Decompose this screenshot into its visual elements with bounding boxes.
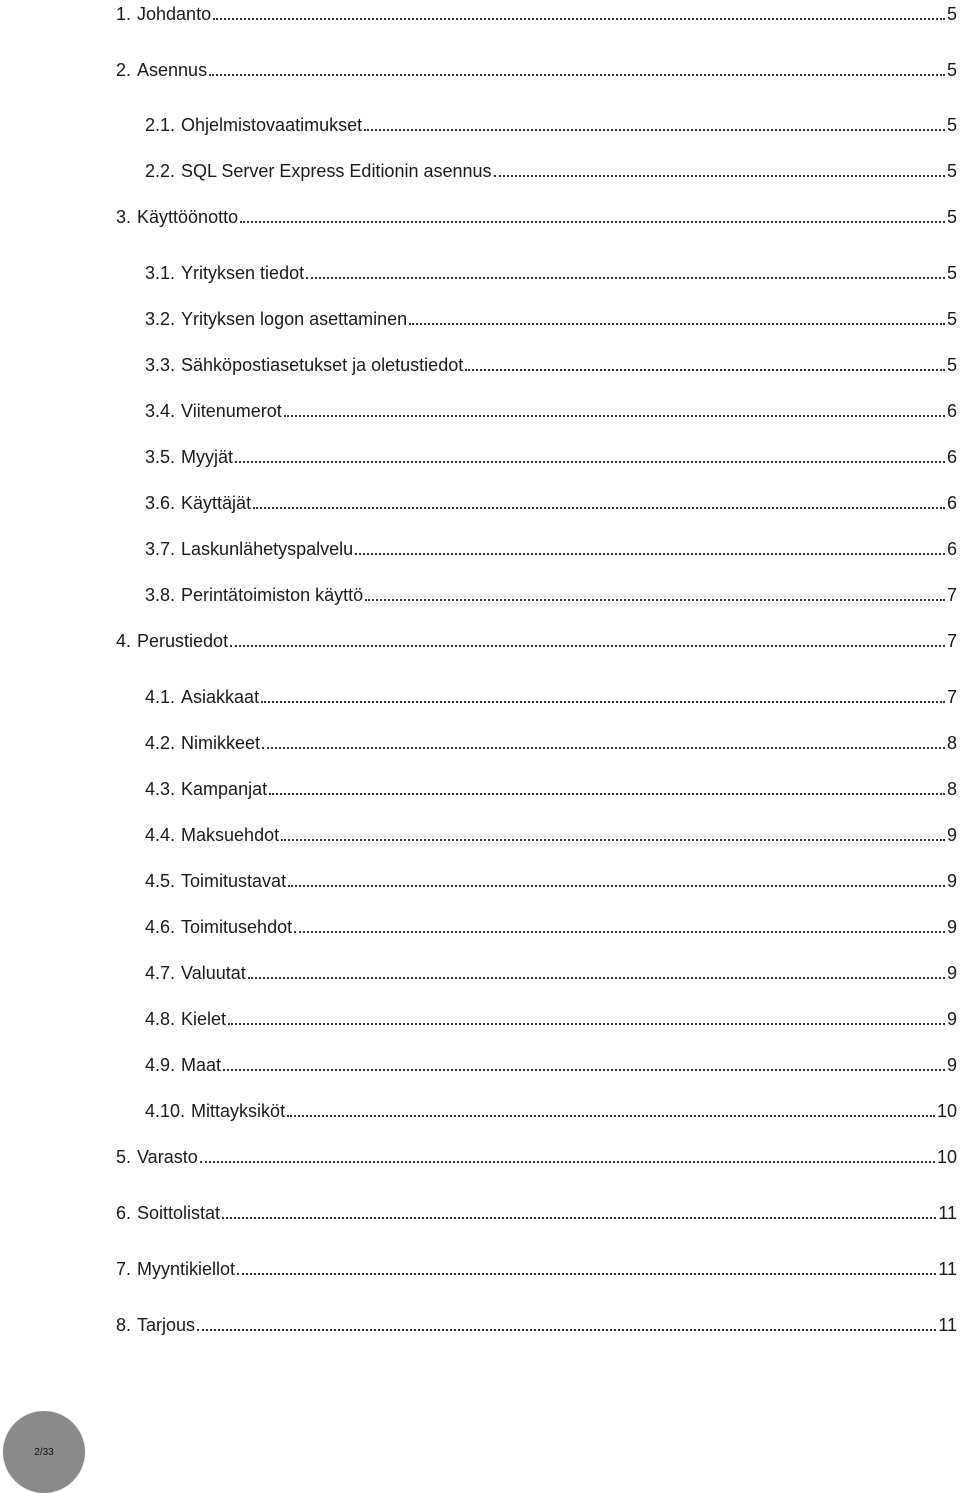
toc-entry-page-number: 5: [946, 60, 957, 80]
toc-entry[interactable]: [145, 157, 957, 181]
toc-entry-page-number: 8: [946, 779, 957, 799]
toc-dot-leader: [230, 645, 945, 647]
page-number-badge: [3, 1411, 85, 1493]
toc-entry-number: 3.6.: [145, 493, 176, 513]
toc-entry-page-number: 10: [936, 1147, 957, 1167]
toc-entry-number: 2.: [116, 60, 132, 80]
toc-dot-leader: [213, 18, 945, 20]
toc-entry-title: Viitenumerot: [181, 401, 282, 421]
toc-entry-title: Kielet: [181, 1009, 227, 1029]
toc-entry-number: 5.: [116, 1147, 132, 1167]
toc-entry-number: 3.7.: [145, 539, 176, 559]
toc-entry-title: Kampanjat: [181, 779, 268, 799]
toc-entry-page-number: 10: [936, 1101, 957, 1121]
toc-entry-page-number: 9: [946, 1055, 957, 1075]
toc-entry-number: 3.8.: [145, 585, 176, 605]
toc-entry-title: Toimitustavat: [181, 871, 287, 891]
toc-entry[interactable]: [145, 821, 957, 845]
toc-entry-title: Asiakkaat: [181, 687, 260, 707]
page-number-label: 2/33: [34, 1446, 54, 1458]
toc-entry[interactable]: [145, 959, 957, 983]
toc-entry-page-number: 7: [946, 631, 957, 651]
toc-entry-page-number: 9: [946, 917, 957, 937]
toc-entry-page-number: 5: [946, 4, 957, 24]
toc-dot-leader: [355, 553, 945, 555]
toc-dot-leader: [294, 931, 945, 933]
toc-entry-page-number: 8: [946, 733, 957, 753]
toc-entry-title: Asennus: [137, 60, 208, 80]
toc-entry-number: 3.2.: [145, 309, 176, 329]
toc-entry[interactable]: [116, 56, 957, 80]
toc-entry-page-number: 5: [946, 161, 957, 181]
toc-entry-title: Yrityksen tiedot: [181, 263, 305, 283]
toc-entry[interactable]: [145, 489, 957, 513]
toc-entry-title: Maksuehdot: [181, 825, 280, 845]
toc-entry[interactable]: [145, 305, 957, 329]
toc-dot-leader: [269, 793, 945, 795]
toc-entry-title: Tarjous: [137, 1315, 196, 1335]
toc-entry-title: Käyttöönotto: [137, 207, 239, 227]
toc-entry-number: 4.5.: [145, 871, 176, 891]
toc-entry[interactable]: [145, 581, 957, 605]
toc-dot-leader: [240, 221, 945, 223]
toc-dot-leader: [222, 1217, 936, 1219]
toc-dot-leader: [200, 1161, 935, 1163]
toc-entry-number: 3.5.: [145, 447, 176, 467]
toc-entry[interactable]: [145, 775, 957, 799]
toc-entry[interactable]: [145, 1097, 957, 1121]
toc-entry-number: 2.2.: [145, 161, 176, 181]
toc-entry-number: 4.8.: [145, 1009, 176, 1029]
toc-entry[interactable]: [145, 1005, 957, 1029]
toc-dot-leader: [261, 701, 945, 703]
toc-entry-page-number: 9: [946, 963, 957, 983]
toc-entry-page-number: 11: [938, 1259, 957, 1279]
toc-dot-leader: [228, 1023, 945, 1025]
toc-entry-page-number: 5: [946, 263, 957, 283]
toc-entry-title: Nimikkeet: [181, 733, 261, 753]
toc-entry-page-number: 9: [946, 871, 957, 891]
toc-entry[interactable]: [145, 397, 957, 421]
toc-entry-page-number: 5: [946, 207, 957, 227]
toc-entry[interactable]: [116, 1311, 957, 1335]
toc-dot-leader: [223, 1069, 945, 1071]
toc-entry-number: 4.3.: [145, 779, 176, 799]
toc-entry-title: Toimitusehdot: [181, 917, 293, 937]
toc-entry-title: Valuutat: [181, 963, 246, 983]
toc-entry-title: Johdanto: [137, 4, 212, 24]
toc-entry-page-number: 6: [946, 447, 957, 467]
toc-entry-number: 3.1.: [145, 263, 176, 283]
toc-entry-title: Sähköpostiasetukset ja oletustiedot: [181, 355, 464, 375]
toc-entry-number: 2.1.: [145, 115, 176, 135]
toc-entry[interactable]: [145, 1051, 957, 1075]
toc-entry-title: Ohjelmistovaatimukset: [181, 115, 363, 135]
toc-entry-number: 4.10.: [145, 1101, 186, 1121]
toc-entry-number: 4.6.: [145, 917, 176, 937]
toc-entry-page-number: 9: [946, 825, 957, 845]
toc-entry[interactable]: [145, 111, 957, 135]
toc-entry-number: 4.9.: [145, 1055, 176, 1075]
toc-entry-page-number: 6: [946, 401, 957, 421]
toc-entry-page-number: 9: [946, 1009, 957, 1029]
toc-entry[interactable]: [116, 0, 957, 24]
toc-entry-page-number: 5: [946, 115, 957, 135]
toc-dot-leader: [253, 507, 945, 509]
toc-entry-page-number: 6: [946, 539, 957, 559]
toc-entry-number: 4.1.: [145, 687, 176, 707]
toc-dot-leader: [237, 1273, 936, 1275]
toc-entry[interactable]: [145, 259, 957, 283]
toc-entry-number: 4.7.: [145, 963, 176, 983]
toc-dot-leader: [287, 1115, 935, 1117]
toc-entry-title: Myyntikiellot: [137, 1259, 236, 1279]
toc-entry-title: Soittolistat: [137, 1203, 221, 1223]
toc-entry[interactable]: [145, 351, 957, 375]
toc-entry-page-number: 5: [946, 309, 957, 329]
toc-entry-title: Myyjät: [181, 447, 234, 467]
toc-entry-number: 7.: [116, 1259, 132, 1279]
toc-entry-title: Yrityksen logon asettaminen: [181, 309, 408, 329]
toc-entry[interactable]: [116, 1255, 957, 1279]
toc-entry-page-number: 7: [946, 687, 957, 707]
toc-dot-leader: [284, 415, 945, 417]
toc-entry-title: Mittayksiköt: [191, 1101, 286, 1121]
toc-entry-number: 4.: [116, 631, 132, 651]
toc-dot-leader: [364, 129, 945, 131]
toc-entry-number: 6.: [116, 1203, 132, 1223]
toc-entry[interactable]: [145, 683, 957, 707]
toc-entry-title: Perintätoimiston käyttö: [181, 585, 364, 605]
toc-dot-leader: [306, 277, 945, 279]
toc-entry-number: 4.2.: [145, 733, 176, 753]
toc-entry[interactable]: [116, 1199, 957, 1223]
toc-dot-leader: [248, 977, 945, 979]
toc-entry-title: Perustiedot: [137, 631, 229, 651]
toc-dot-leader: [365, 599, 945, 601]
toc-entry[interactable]: [145, 535, 957, 559]
toc-entry[interactable]: [145, 913, 957, 937]
toc-entry[interactable]: [145, 729, 957, 753]
toc-entry-number: 3.: [116, 207, 132, 227]
toc-dot-leader: [494, 175, 945, 177]
toc-dot-leader: [409, 323, 945, 325]
toc-entry-title: Varasto: [137, 1147, 198, 1167]
toc-entry[interactable]: [145, 443, 957, 467]
toc-entry[interactable]: [116, 203, 957, 227]
toc-dot-leader: [281, 839, 945, 841]
toc-dot-leader: [465, 369, 945, 371]
toc-entry-title: Käyttäjät: [181, 493, 252, 513]
toc-entry-number: 3.3.: [145, 355, 176, 375]
toc-entry-number: 4.4.: [145, 825, 176, 845]
toc-dot-leader: [209, 74, 945, 76]
toc-entry-number: 8.: [116, 1315, 132, 1335]
toc-entry-page-number: 11: [938, 1315, 957, 1335]
toc-entry-page-number: 6: [946, 493, 957, 513]
toc-dot-leader: [288, 885, 945, 887]
toc-entry-title: Maat: [181, 1055, 222, 1075]
toc-entry[interactable]: [145, 867, 957, 891]
toc-entry-page-number: 7: [946, 585, 957, 605]
toc-dot-leader: [197, 1329, 936, 1331]
toc-dot-leader: [235, 461, 945, 463]
toc-entry[interactable]: [116, 627, 957, 651]
toc-entry-title: Laskunlähetyspalvelu: [181, 539, 354, 559]
toc-entry-number: 3.4.: [145, 401, 176, 421]
toc-entry-number: 1.: [116, 4, 132, 24]
toc-entry-page-number: 11: [938, 1203, 957, 1223]
toc-entry[interactable]: [116, 1143, 957, 1167]
toc-entry-title: SQL Server Express Editionin asennus: [181, 161, 492, 181]
toc-dot-leader: [262, 747, 945, 749]
toc-entry-page-number: 5: [946, 355, 957, 375]
